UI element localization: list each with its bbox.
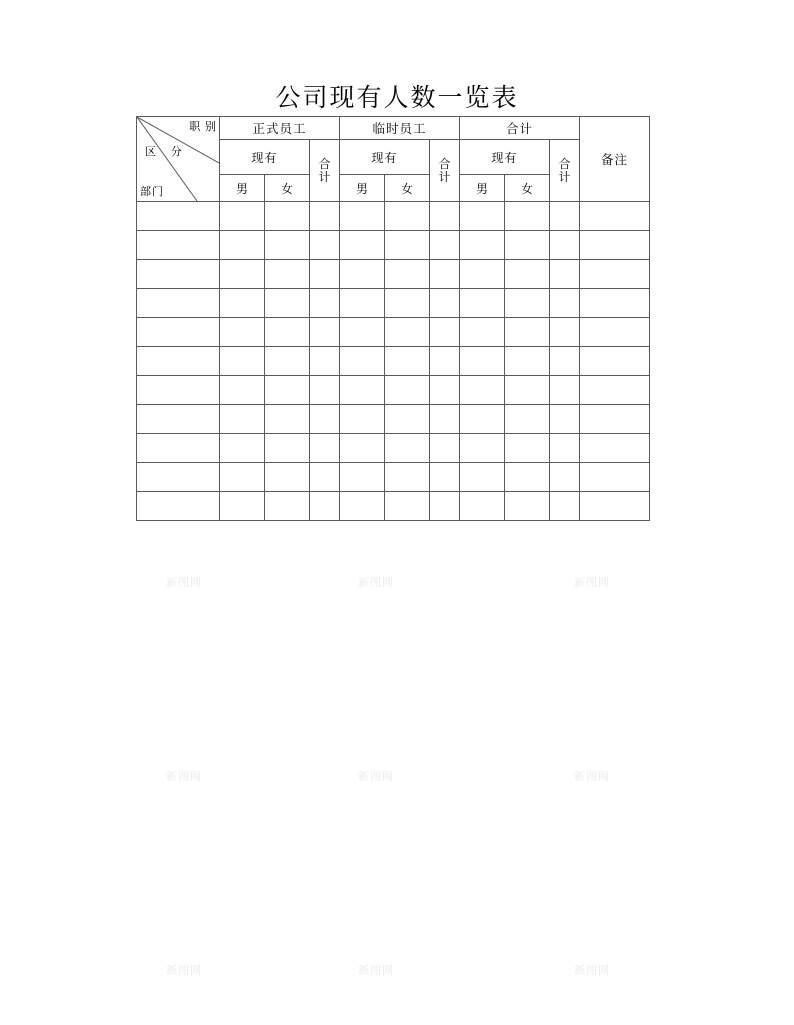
table-cell-temp-male[interactable] [340, 260, 385, 289]
table-cell-temp-female[interactable] [385, 260, 430, 289]
table-cell-regular-female[interactable] [265, 376, 310, 405]
table-row [137, 463, 650, 492]
table-cell-regular-male[interactable] [220, 434, 265, 463]
table-cell-regular-male[interactable] [220, 289, 265, 318]
table-cell-regular-male[interactable] [220, 318, 265, 347]
table-row [137, 376, 650, 405]
table-cell-regular-female[interactable] [265, 492, 310, 521]
table-cell-temp-total[interactable] [430, 231, 460, 260]
table-cell-regular-male[interactable] [220, 202, 265, 231]
subheader-temporary-current: 现有 [340, 140, 430, 175]
table-cell-sum-total[interactable] [550, 260, 580, 289]
subheader-sum-male: 男 [460, 175, 505, 202]
watermark-text: 新图网 [166, 577, 202, 589]
table-cell-remark[interactable] [580, 376, 650, 405]
table-cell-regular-total[interactable] [310, 463, 340, 492]
table-cell-sum-male[interactable] [460, 289, 505, 318]
table-cell-department[interactable] [137, 318, 220, 347]
temporary-total-char-1: 合 [438, 156, 451, 171]
table-cell-sum-male[interactable] [460, 492, 505, 521]
table-cell-sum-male[interactable] [460, 463, 505, 492]
sum-total-char-1: 合 [558, 156, 571, 171]
table-cell-temp-total[interactable] [430, 260, 460, 289]
table-cell-regular-total[interactable] [310, 231, 340, 260]
table-cell-department[interactable] [137, 376, 220, 405]
table-cell-temp-female[interactable] [385, 318, 430, 347]
watermark-text: 新图网 [358, 965, 394, 977]
subheader-regular-current: 现有 [220, 140, 310, 175]
table-cell-regular-total[interactable] [310, 492, 340, 521]
table-cell-department[interactable] [137, 463, 220, 492]
table-header [137, 117, 650, 202]
table-cell-temp-total[interactable] [430, 405, 460, 434]
table-cell-department[interactable] [137, 434, 220, 463]
table-row [137, 231, 650, 260]
table-row [137, 289, 650, 318]
table-cell-remark[interactable] [580, 405, 650, 434]
table-row [137, 202, 650, 231]
table-row [137, 434, 650, 463]
corner-label-category: 区 分 [145, 146, 188, 158]
table-cell-regular-female[interactable] [265, 289, 310, 318]
table-cell-regular-total[interactable] [310, 289, 340, 318]
table-cell-sum-total[interactable] [550, 376, 580, 405]
subheader-temporary-female: 女 [385, 175, 430, 202]
table-cell-remark[interactable] [580, 318, 650, 347]
regular-total-char-1: 合 [318, 156, 331, 171]
headcount-table-container [136, 116, 650, 521]
table-cell-regular-total[interactable] [310, 202, 340, 231]
table-cell-temp-total[interactable] [430, 318, 460, 347]
table-cell-temp-total[interactable] [430, 492, 460, 521]
table-cell-regular-total[interactable] [310, 405, 340, 434]
table-cell-sum-female[interactable] [505, 318, 550, 347]
table-cell-sum-male[interactable] [460, 376, 505, 405]
table-cell-sum-total[interactable] [550, 434, 580, 463]
corner-label-position: 职 别 [189, 121, 217, 133]
table-cell-temp-total[interactable] [430, 434, 460, 463]
subheader-sum-female: 女 [505, 175, 550, 202]
watermark-text: 新图网 [574, 771, 610, 783]
table-cell-regular-male[interactable] [220, 463, 265, 492]
corner-label-department: 部门 [140, 186, 164, 198]
watermark-text: 新图网 [574, 577, 610, 589]
table-cell-temp-total[interactable] [430, 463, 460, 492]
table-row [137, 492, 650, 521]
table-cell-sum-male[interactable] [460, 347, 505, 376]
table-cell-remark[interactable] [580, 434, 650, 463]
table-cell-regular-male[interactable] [220, 347, 265, 376]
table-cell-regular-total[interactable] [310, 347, 340, 376]
subheader-regular-female: 女 [265, 175, 310, 202]
table-cell-sum-male[interactable] [460, 405, 505, 434]
table-row [137, 347, 650, 376]
table-cell-department[interactable] [137, 231, 220, 260]
table-cell-temp-female[interactable] [385, 289, 430, 318]
headcount-table [136, 116, 650, 521]
table-row [137, 260, 650, 289]
table-cell-department[interactable] [137, 202, 220, 231]
table-cell-temp-male[interactable] [340, 463, 385, 492]
table-cell-regular-female[interactable] [265, 347, 310, 376]
table-cell-regular-total[interactable] [310, 434, 340, 463]
table-cell-sum-total[interactable] [550, 492, 580, 521]
table-cell-department[interactable] [137, 289, 220, 318]
watermark-text: 新图网 [358, 771, 394, 783]
subheader-regular-total [310, 140, 340, 202]
table-cell-temp-female[interactable] [385, 405, 430, 434]
table-cell-remark[interactable] [580, 231, 650, 260]
table-cell-sum-male[interactable] [460, 231, 505, 260]
table-cell-department[interactable] [137, 405, 220, 434]
table-body [137, 202, 650, 521]
table-cell-remark[interactable] [580, 463, 650, 492]
table-cell-regular-female[interactable] [265, 463, 310, 492]
table-cell-sum-total[interactable] [550, 202, 580, 231]
subheader-sum-total [550, 140, 580, 202]
table-cell-regular-female[interactable] [265, 405, 310, 434]
table-cell-regular-male[interactable] [220, 376, 265, 405]
table-cell-remark[interactable] [580, 347, 650, 376]
table-cell-sum-female[interactable] [505, 376, 550, 405]
watermark-text: 新图网 [166, 771, 202, 783]
table-cell-regular-female[interactable] [265, 260, 310, 289]
table-cell-regular-total[interactable] [310, 318, 340, 347]
table-cell-sum-female[interactable] [505, 492, 550, 521]
table-cell-temp-female[interactable] [385, 434, 430, 463]
table-cell-sum-total[interactable] [550, 463, 580, 492]
table-cell-sum-female[interactable] [505, 347, 550, 376]
subheader-sum-current: 现有 [460, 140, 550, 175]
temporary-total-char-2: 计 [438, 169, 451, 184]
table-cell-sum-total[interactable] [550, 289, 580, 318]
table-cell-sum-female[interactable] [505, 289, 550, 318]
table-cell-sum-female[interactable] [505, 260, 550, 289]
table-cell-remark[interactable] [580, 289, 650, 318]
group-header-temporary: 临时员工 [340, 117, 460, 140]
table-cell-sum-male[interactable] [460, 318, 505, 347]
corner-header-cell [137, 117, 220, 202]
table-cell-sum-female[interactable] [505, 202, 550, 231]
table-cell-remark[interactable] [580, 492, 650, 521]
table-cell-temp-total[interactable] [430, 376, 460, 405]
table-cell-sum-total[interactable] [550, 318, 580, 347]
table-cell-remark[interactable] [580, 260, 650, 289]
table-cell-remark[interactable] [580, 202, 650, 231]
table-cell-temp-female[interactable] [385, 202, 430, 231]
table-cell-temp-male[interactable] [340, 202, 385, 231]
table-cell-sum-total[interactable] [550, 347, 580, 376]
table-cell-temp-female[interactable] [385, 492, 430, 521]
watermark-text: 新图网 [166, 965, 202, 977]
table-cell-sum-male[interactable] [460, 260, 505, 289]
table-cell-sum-female[interactable] [505, 434, 550, 463]
table-cell-department[interactable] [137, 260, 220, 289]
table-cell-regular-male[interactable] [220, 405, 265, 434]
table-cell-sum-total[interactable] [550, 231, 580, 260]
page-title: 公司现有人数一览表 [275, 85, 519, 112]
sum-total-char-2: 计 [558, 169, 571, 184]
table-cell-regular-total[interactable] [310, 260, 340, 289]
table-cell-temp-male[interactable] [340, 434, 385, 463]
table-row [137, 318, 650, 347]
watermark-text: 新图网 [358, 577, 394, 589]
table-cell-temp-total[interactable] [430, 289, 460, 318]
table-cell-sum-male[interactable] [460, 202, 505, 231]
table-cell-temp-male[interactable] [340, 289, 385, 318]
table-cell-temp-female[interactable] [385, 347, 430, 376]
table-cell-regular-female[interactable] [265, 231, 310, 260]
table-cell-sum-female[interactable] [505, 463, 550, 492]
table-cell-temp-total[interactable] [430, 347, 460, 376]
table-cell-regular-female[interactable] [265, 434, 310, 463]
table-cell-temp-female[interactable] [385, 463, 430, 492]
table-cell-sum-total[interactable] [550, 405, 580, 434]
table-cell-department[interactable] [137, 347, 220, 376]
subheader-temporary-total [430, 140, 460, 202]
subheader-regular-male: 男 [220, 175, 265, 202]
group-header-regular: 正式员工 [220, 117, 340, 140]
table-cell-sum-female[interactable] [505, 405, 550, 434]
table-cell-regular-male[interactable] [220, 231, 265, 260]
table-cell-sum-female[interactable] [505, 231, 550, 260]
table-cell-sum-male[interactable] [460, 434, 505, 463]
table-cell-temp-male[interactable] [340, 231, 385, 260]
table-cell-temp-male[interactable] [340, 492, 385, 521]
table-cell-department[interactable] [137, 492, 220, 521]
regular-total-char-2: 计 [318, 169, 331, 184]
table-cell-temp-male[interactable] [340, 376, 385, 405]
table-cell-regular-total[interactable] [310, 376, 340, 405]
table-cell-regular-male[interactable] [220, 260, 265, 289]
group-header-total: 合计 [460, 117, 580, 140]
watermark-text: 新图网 [574, 965, 610, 977]
table-cell-temp-male[interactable] [340, 405, 385, 434]
table-cell-temp-female[interactable] [385, 376, 430, 405]
table-cell-regular-male[interactable] [220, 492, 265, 521]
table-cell-temp-male[interactable] [340, 318, 385, 347]
table-row [137, 405, 650, 434]
table-cell-regular-female[interactable] [265, 202, 310, 231]
table-cell-temp-total[interactable] [430, 202, 460, 231]
subheader-temporary-male: 男 [340, 175, 385, 202]
column-header-remark: 备注 [580, 117, 650, 202]
table-cell-regular-female[interactable] [265, 318, 310, 347]
table-cell-temp-male[interactable] [340, 347, 385, 376]
table-cell-temp-female[interactable] [385, 231, 430, 260]
